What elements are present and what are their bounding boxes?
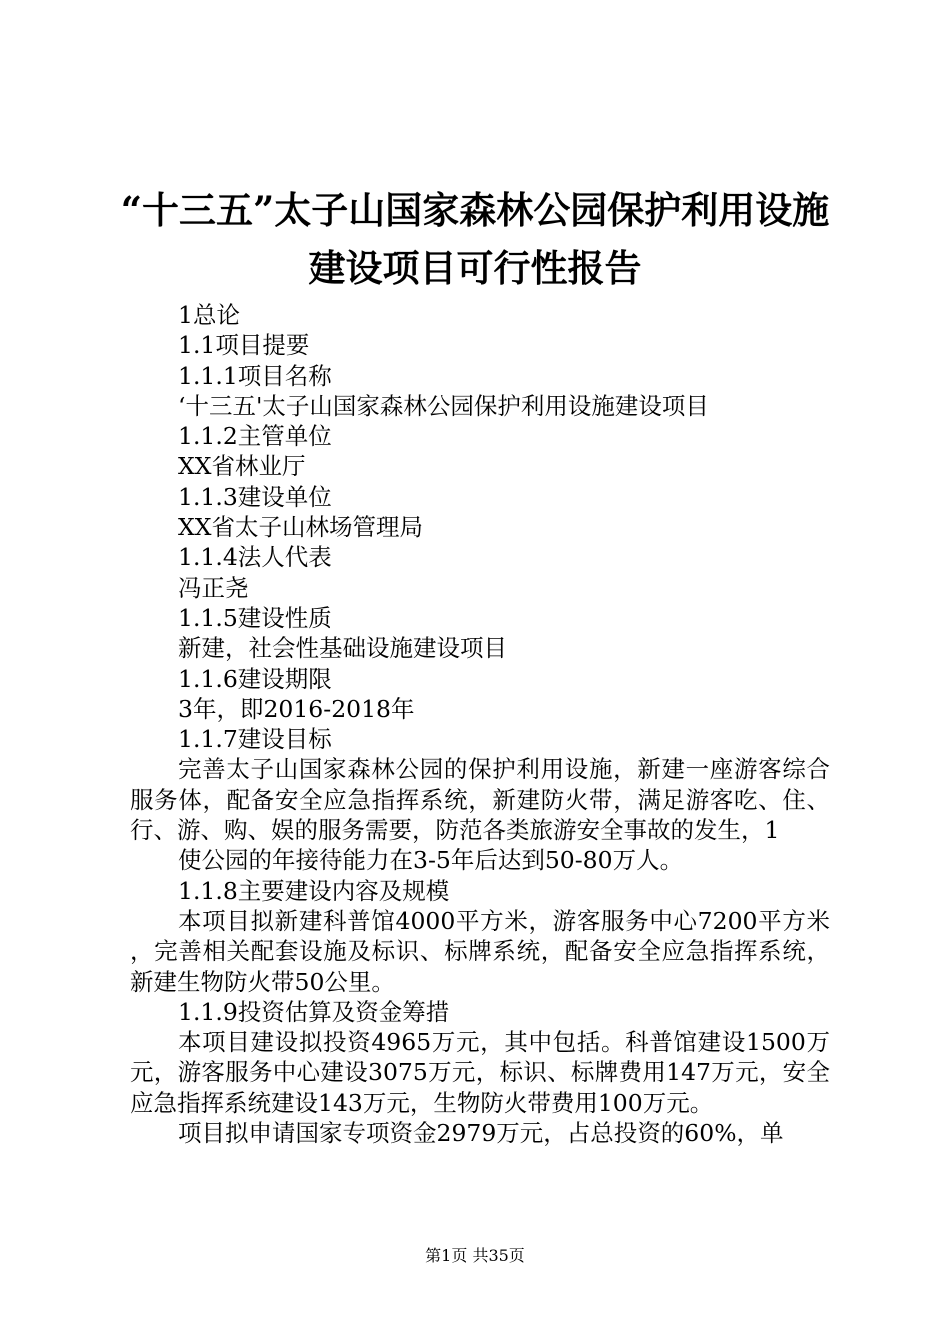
section-heading: 1.1项目提要 [178, 331, 310, 360]
body-paragraph: 项目拟申请国家专项资金2979万元，占总投资的60%，单 [178, 1119, 784, 1148]
page-number-footer: 第1页 共35页 [425, 1246, 525, 1265]
section-value: 新建，社会性基础设施建设项目 [178, 634, 507, 663]
section-value: XX省太子山林场管理局 [178, 513, 423, 542]
section-value: XX省林业厅 [178, 452, 306, 481]
section-value: ‘十三五'太子山国家森林公园保护利用设施建设项目 [178, 391, 709, 420]
body-paragraph: 本项目拟新建科普馆4000平方米，游客服务中心7200平方米，完善相关配套设施及标识、标牌系统，配备安全应急指挥系统，新建生物防火带50公里。 [130, 906, 830, 996]
section-heading: 1.1.4法人代表 [178, 543, 332, 572]
body-paragraph: 使公园的年接待能力在3-5年后达到50-80万人。 [178, 846, 684, 875]
section-heading: 1.1.5建设性质 [178, 603, 332, 632]
section-value: 冯正尧 [178, 573, 249, 602]
section-heading: 1.1.6建设期限 [178, 664, 332, 693]
section-heading: 1.1.7建设目标 [178, 725, 332, 754]
body-paragraph: 完善太子山国家森林公园的保护利用设施，新建一座游客综合服务体，配备安全应急指挥系统，新建防火带，满足游客吃、住、行、游、购、娱的服务需要，防范各类旅游安全事故的发生，1 [130, 755, 830, 845]
body-paragraph: 本项目建设拟投资4965万元，其中包括。科普馆建设1500万元，游客服务中心建设3075万元，标识、标牌费用147万元，安全应急指挥系统建设143万元，生物防火带费用100万元。 [130, 1028, 830, 1117]
document-title-line-2: 建设项目可行性报告 [308, 246, 642, 290]
document-body [130, 300, 830, 1148]
section-heading: 1.1.9投资估算及资金筹措 [178, 997, 450, 1026]
section-heading: 1.1.2主管单位 [178, 422, 332, 451]
section-heading: 1.1.8主要建设内容及规模 [178, 876, 450, 905]
section-value: 3年，即2016-2018年 [178, 694, 415, 723]
section-heading: 1总论 [178, 301, 240, 329]
section-heading: 1.1.3建设单位 [178, 482, 332, 511]
section-heading: 1.1.1项目名称 [178, 361, 332, 390]
document-title-line-1: “十三五”太子山国家森林公园保护利用设施 [120, 188, 830, 232]
